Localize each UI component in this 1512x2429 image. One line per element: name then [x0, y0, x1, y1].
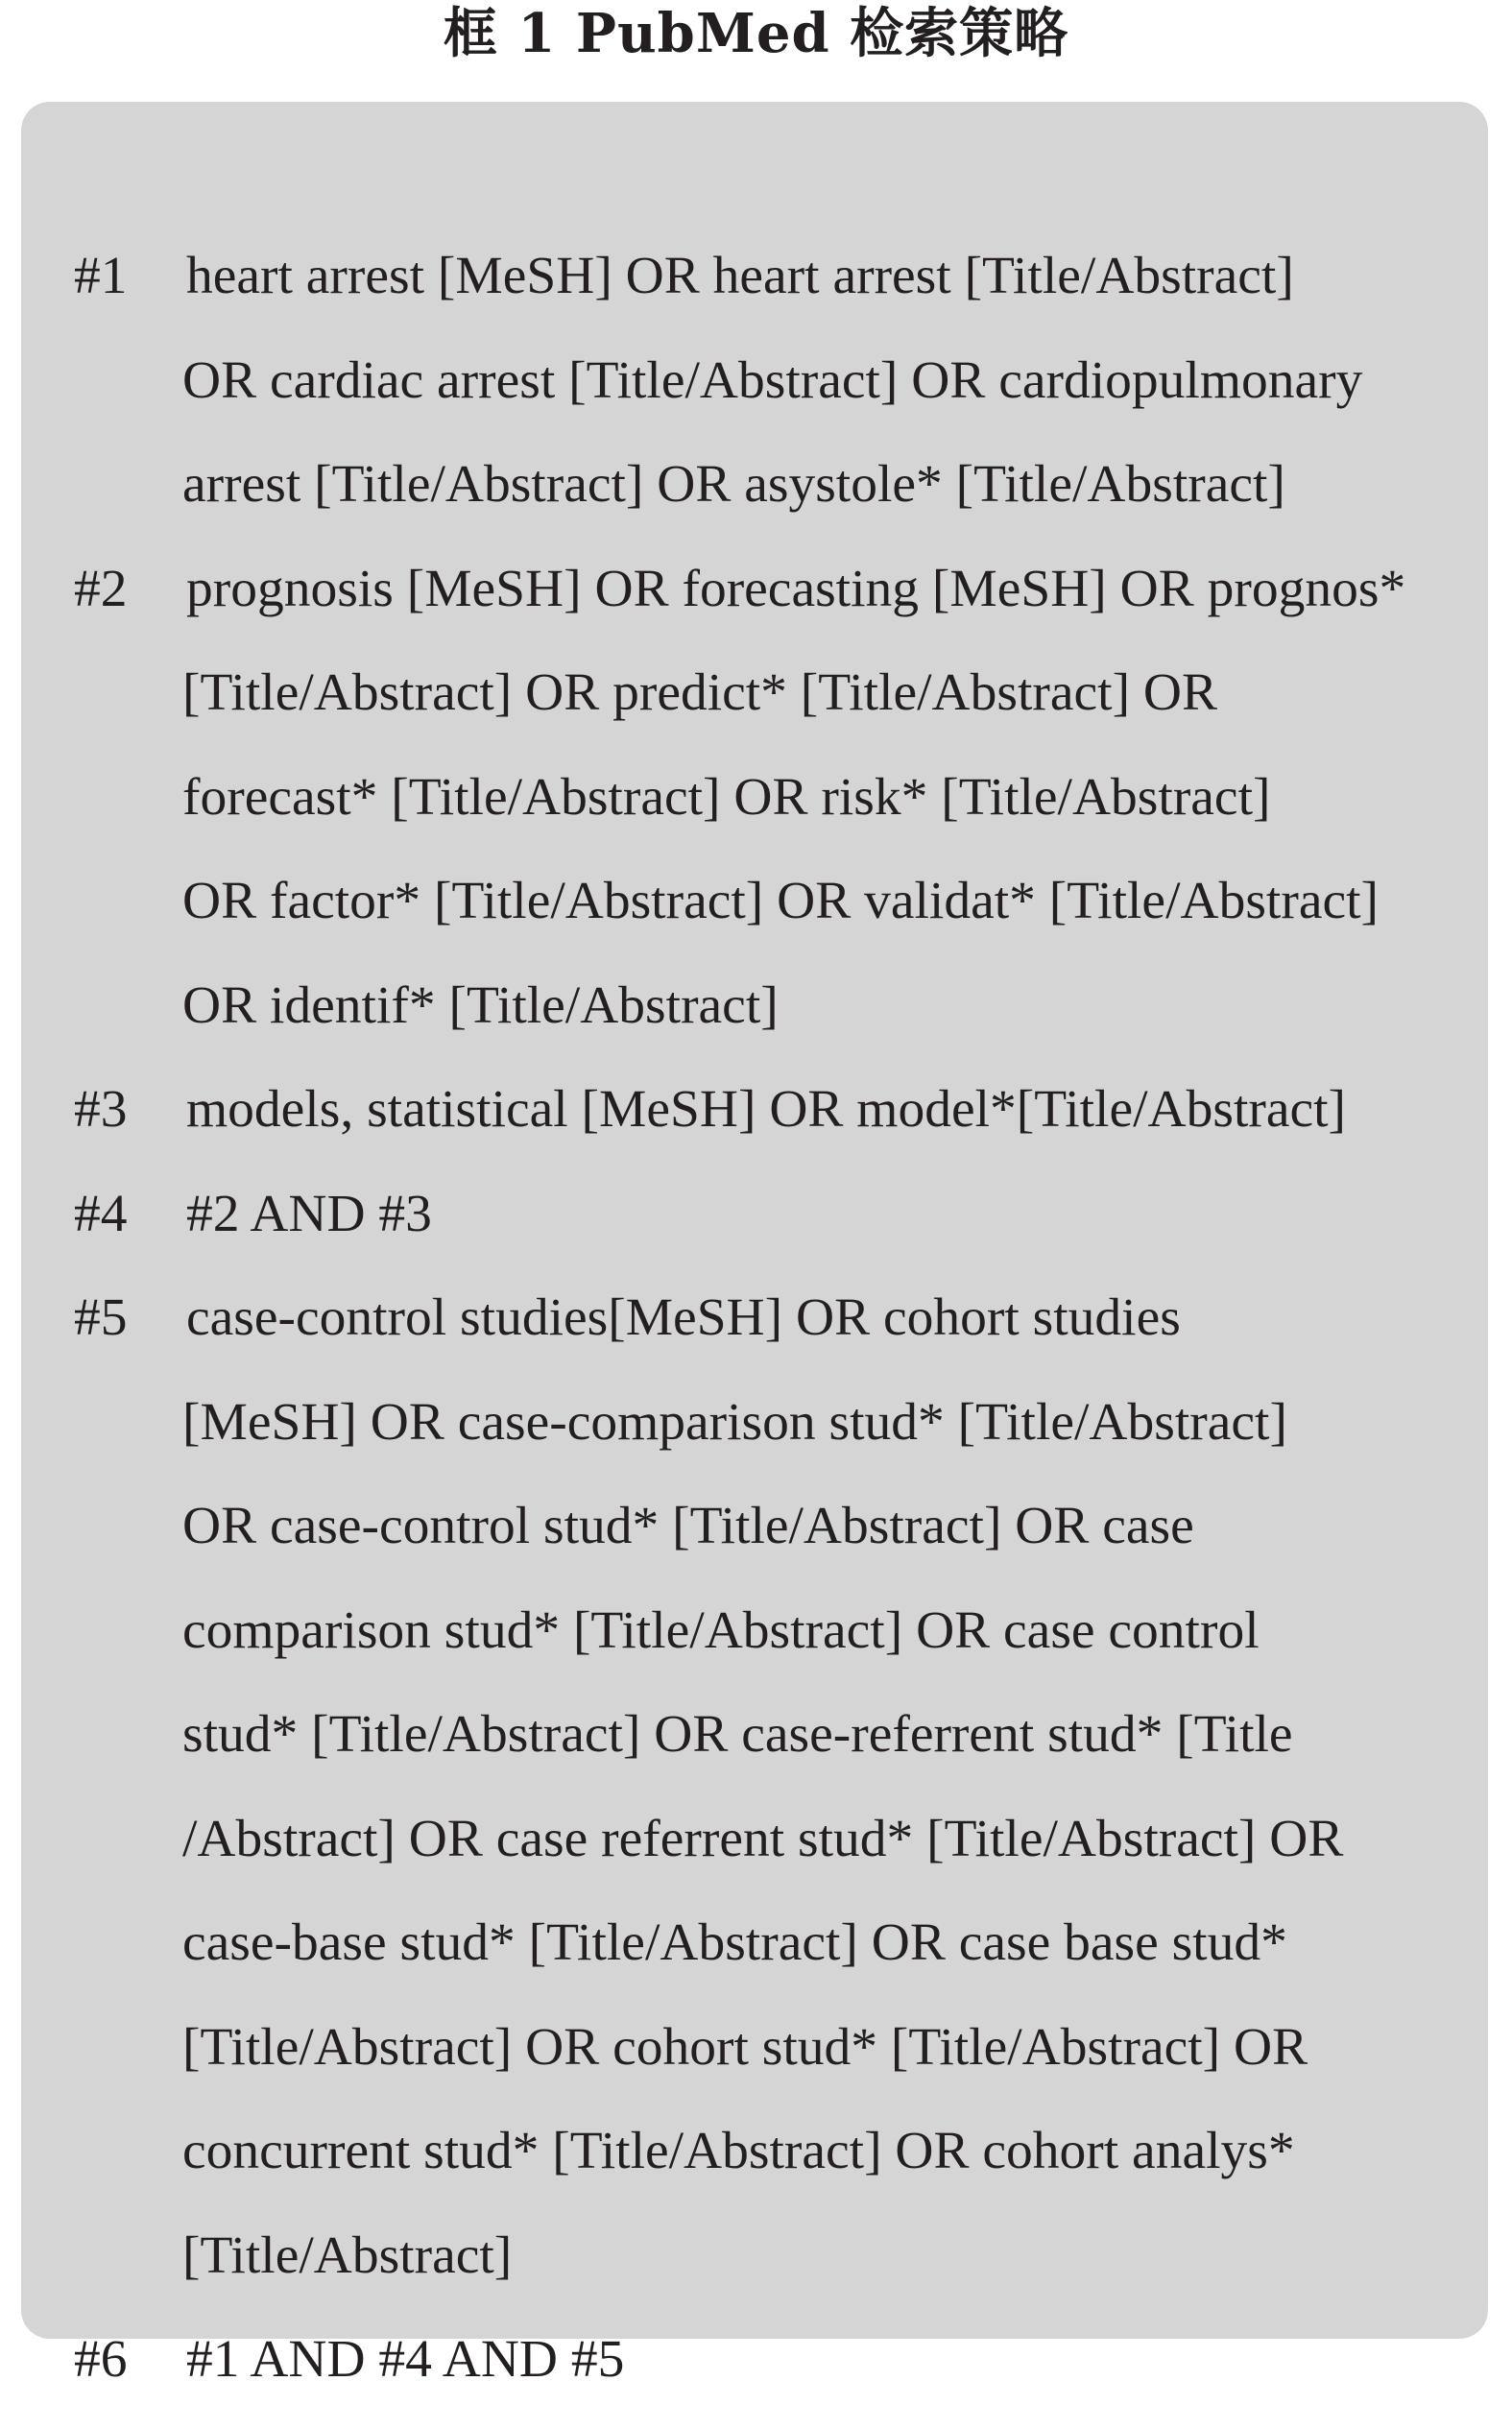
- search-step-number: #4: [74, 1184, 128, 1243]
- search-query-text: concurrent stud* [Title/Abstract] OR cohort analys*: [182, 2122, 1295, 2180]
- search-line: [21, 1908, 1488, 2012]
- box-title: 框 1 PubMed 检索策略: [443, 2, 1069, 65]
- search-query-text: [Title/Abstract]: [182, 2225, 513, 2285]
- search-query-text: heart arrest [MeSH] OR heart arrest [Title/Abstract]: [186, 247, 1294, 305]
- search-line: [21, 658, 1488, 762]
- search-line: [21, 346, 1488, 450]
- search-line: [21, 449, 1488, 554]
- search-line: [21, 1491, 1488, 1596]
- search-query-text: arrest [Title/Abstract] OR asystole* [Title/Abstract]: [182, 455, 1285, 514]
- search-line: [21, 1074, 1488, 1179]
- search-query-text: models, statistical [MeSH] OR model*[Title/Abstract]: [186, 1080, 1347, 1139]
- search-strategy-box: [21, 102, 1488, 2389]
- search-line: [21, 1804, 1488, 1909]
- search-step-number: #2: [74, 559, 128, 618]
- search-query-text: #1 AND #4 AND #5: [186, 2330, 625, 2389]
- search-query-text: OR case-control stud* [Title/Abstract] OR case: [182, 1497, 1194, 1555]
- search-entry: [21, 554, 1488, 1075]
- search-step-number: #3: [74, 1080, 128, 1139]
- search-query-text: [Title/Abstract] OR cohort stud* [Title/Abstract] OR: [182, 2017, 1308, 2077]
- search-query-text: OR cardiac arrest [Title/Abstract] OR cardiopulmonary: [182, 350, 1363, 410]
- search-line: [21, 2116, 1488, 2221]
- search-line: [21, 2012, 1488, 2117]
- search-query-text: stud* [Title/Abstract] OR case-referrent stud* [Title: [182, 1705, 1293, 1764]
- search-query-text: case-base stud* [Title/Abstract] OR case base stud*: [182, 1913, 1287, 1972]
- search-line: [21, 1283, 1488, 1387]
- search-line: [21, 866, 1488, 971]
- search-line: [21, 1596, 1488, 1700]
- search-line: [21, 1179, 1488, 1284]
- search-entry: [21, 241, 1488, 554]
- search-query-text: [MeSH] OR case-comparison stud* [Title/Abstract]: [182, 1392, 1287, 1452]
- search-line: [21, 1387, 1488, 1492]
- search-line: [21, 762, 1488, 867]
- search-entry: [21, 1179, 1488, 1284]
- search-query-text: OR identif* [Title/Abstract]: [182, 975, 779, 1035]
- search-step-number: #1: [74, 247, 128, 305]
- search-query-text: comparison stud* [Title/Abstract] OR case control: [182, 1600, 1260, 1660]
- search-query-text: forecast* [Title/Abstract] OR risk* [Title/Abstract]: [182, 767, 1271, 827]
- search-step-number: #5: [74, 1288, 128, 1347]
- search-query-text: prognosis [MeSH] OR forecasting [MeSH] OR prognos*: [186, 559, 1406, 618]
- search-line: [21, 1699, 1488, 1804]
- search-entry: [21, 1283, 1488, 2324]
- search-query-text: /Abstract] OR case referrent stud* [Title/Abstract] OR: [182, 1809, 1344, 1868]
- search-query-text: #2 AND #3: [186, 1184, 432, 1243]
- search-query-text: case-control studies[MeSH] OR cohort studies: [186, 1288, 1181, 1347]
- search-line: [21, 971, 1488, 1075]
- search-line: [21, 241, 1488, 346]
- search-entry-list: [21, 241, 1488, 2429]
- search-entry: [21, 1074, 1488, 1179]
- search-query-text: OR factor* [Title/Abstract] OR validat* [Title/Abstract]: [182, 872, 1379, 930]
- search-query-text: [Title/Abstract] OR predict* [Title/Abstract] OR: [182, 663, 1218, 722]
- search-entry: [21, 2324, 1488, 2429]
- search-line: [21, 2324, 1488, 2429]
- search-line: [21, 554, 1488, 659]
- search-step-number: #6: [74, 2330, 128, 2389]
- search-line: [21, 2221, 1488, 2325]
